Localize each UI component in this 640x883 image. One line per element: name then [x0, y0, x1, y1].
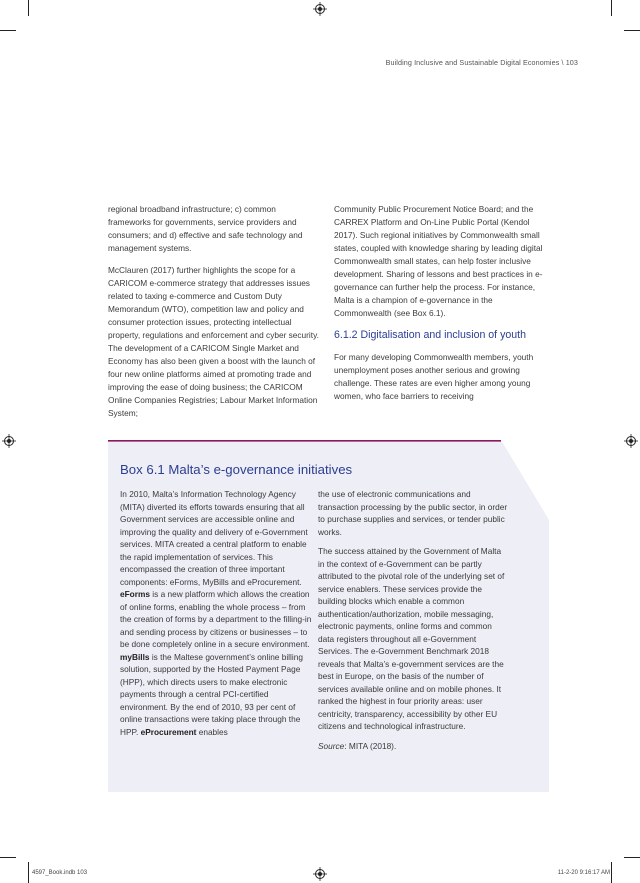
text-run: is the Maltese government’s online billing solution, supported by the Hosted Payment Page (HPP), which directs users to make electronic payments through a central PCI-certified environment. By the end of 2010, 93 per cent of online transactions were taking place through the HPP. — [120, 651, 303, 737]
crop-mark — [0, 30, 16, 31]
term-eprocurement: eProcurement — [140, 726, 197, 737]
crop-mark — [28, 0, 29, 16]
slug-left: 4597_Book.indb 103 — [32, 870, 88, 876]
crop-mark — [28, 862, 29, 883]
right-text-column — [334, 203, 549, 412]
source-line — [318, 740, 508, 753]
section-heading: 6.1.2 Digitalisation and inclusion of youth — [334, 329, 526, 341]
registration-mark-icon — [313, 2, 327, 16]
paragraph — [120, 488, 312, 738]
crop-mark — [611, 0, 612, 16]
text-run: is a new platform which allows the creation of online forms, enabling the whole process – from the creation of forms by a department to the filling-in and sending process by citizens or businesses – to be done completely online in a secure environment. — [120, 589, 312, 649]
crop-mark — [611, 862, 612, 883]
source-text: : MITA (2018). — [344, 740, 397, 751]
slug-right: 11-2-20 9:16:17 AM — [557, 870, 610, 876]
term-eforms: eForms — [120, 589, 150, 599]
left-text-column — [108, 203, 321, 429]
box-right-column — [318, 488, 508, 759]
box-title: Box 6.1 Malta’s e-governance initiatives — [120, 462, 353, 477]
running-head: Building Inclusive and Sustainable Digital Economies \ 103 — [385, 58, 578, 67]
registration-mark-icon — [624, 434, 638, 448]
registration-mark-icon — [313, 867, 327, 881]
paragraph: the use of electronic communications and transaction processing by the public sector, in order to purchase supplies and services, or tender public works. — [318, 489, 508, 537]
paragraph: McClauren (2017) further highlights the scope for a CARICOM e-commerce strategy that addresses issues related to taxing e-commerce and Custom Duty Memorandum (WTO), competition law and policy and consumer protection issues, protecting intellectual property, regulations and enforcement and cyber security. The development of a CARICOM Single Market and Economy has also been given a boost with the launch of four new online platforms aimed at promoting trade and improving the ease of doing business; the CARICOM Online Companies Registries; Labour Market Information System; — [108, 265, 319, 418]
source-label: Source — [318, 740, 345, 751]
registration-mark-icon — [2, 434, 16, 448]
box-6-1 — [108, 440, 549, 792]
box-left-column — [120, 488, 312, 745]
paragraph: regional broadband infrastructure; c) common frameworks for governments, service providers and consumers; and d) effective and safe technology and management systems. — [108, 204, 303, 253]
text-run: In 2010, Malta’s Information Technology Agency (MITA) diverted its efforts towards ensuring that all Government services are accessible online and improving the quality and delivery of e-Government services. MITA created a central platform to enable the rapid implementation of services. This encompassed the creation of three important components: eForms, MyBills and eProcurement. — [120, 489, 308, 587]
term-mybills: myBills — [120, 651, 150, 662]
crop-mark — [624, 30, 640, 31]
crop-mark — [0, 857, 16, 858]
crop-mark — [624, 857, 640, 858]
paragraph: For many developing Commonwealth members, youth unemployment poses another serious and growing challenge. These rates are even higher among young women, who face barriers to receiving — [334, 352, 534, 401]
text-run: enables — [196, 726, 228, 737]
paragraph: The success attained by the Government of Malta in the context of e-Government can be partly attributed to the pivotal role of the underlying set of service enablers. These services provide the building blocks which enable a common authentication/authorization, mobile messaging, electronic payments, online forms and common data registers throughout all e-Government Services. The e-Government Benchmark 2018 reveals that Malta’s e-government services are the best in Europe, on the basis of the number of services available online and on mobile phones. It ranked the highest in four priority areas: user centricity, transparency, accessibility by other EU citizens and technological infrastructure. — [318, 546, 505, 731]
paragraph: Community Public Procurement Notice Board; and the CARREX Platform and On-Line Public Portal (Kendol 2017). Such regional initiatives by Commonwealth small states, coupled with knowledge sharing by leading digital Commonwealth small states, can help foster inclusive development. Sharing of lessons and best practices in e-governance can further help the process. For instance, Malta is a champion of e-governance in the Commonwealth (see Box 6.1). — [334, 204, 543, 318]
